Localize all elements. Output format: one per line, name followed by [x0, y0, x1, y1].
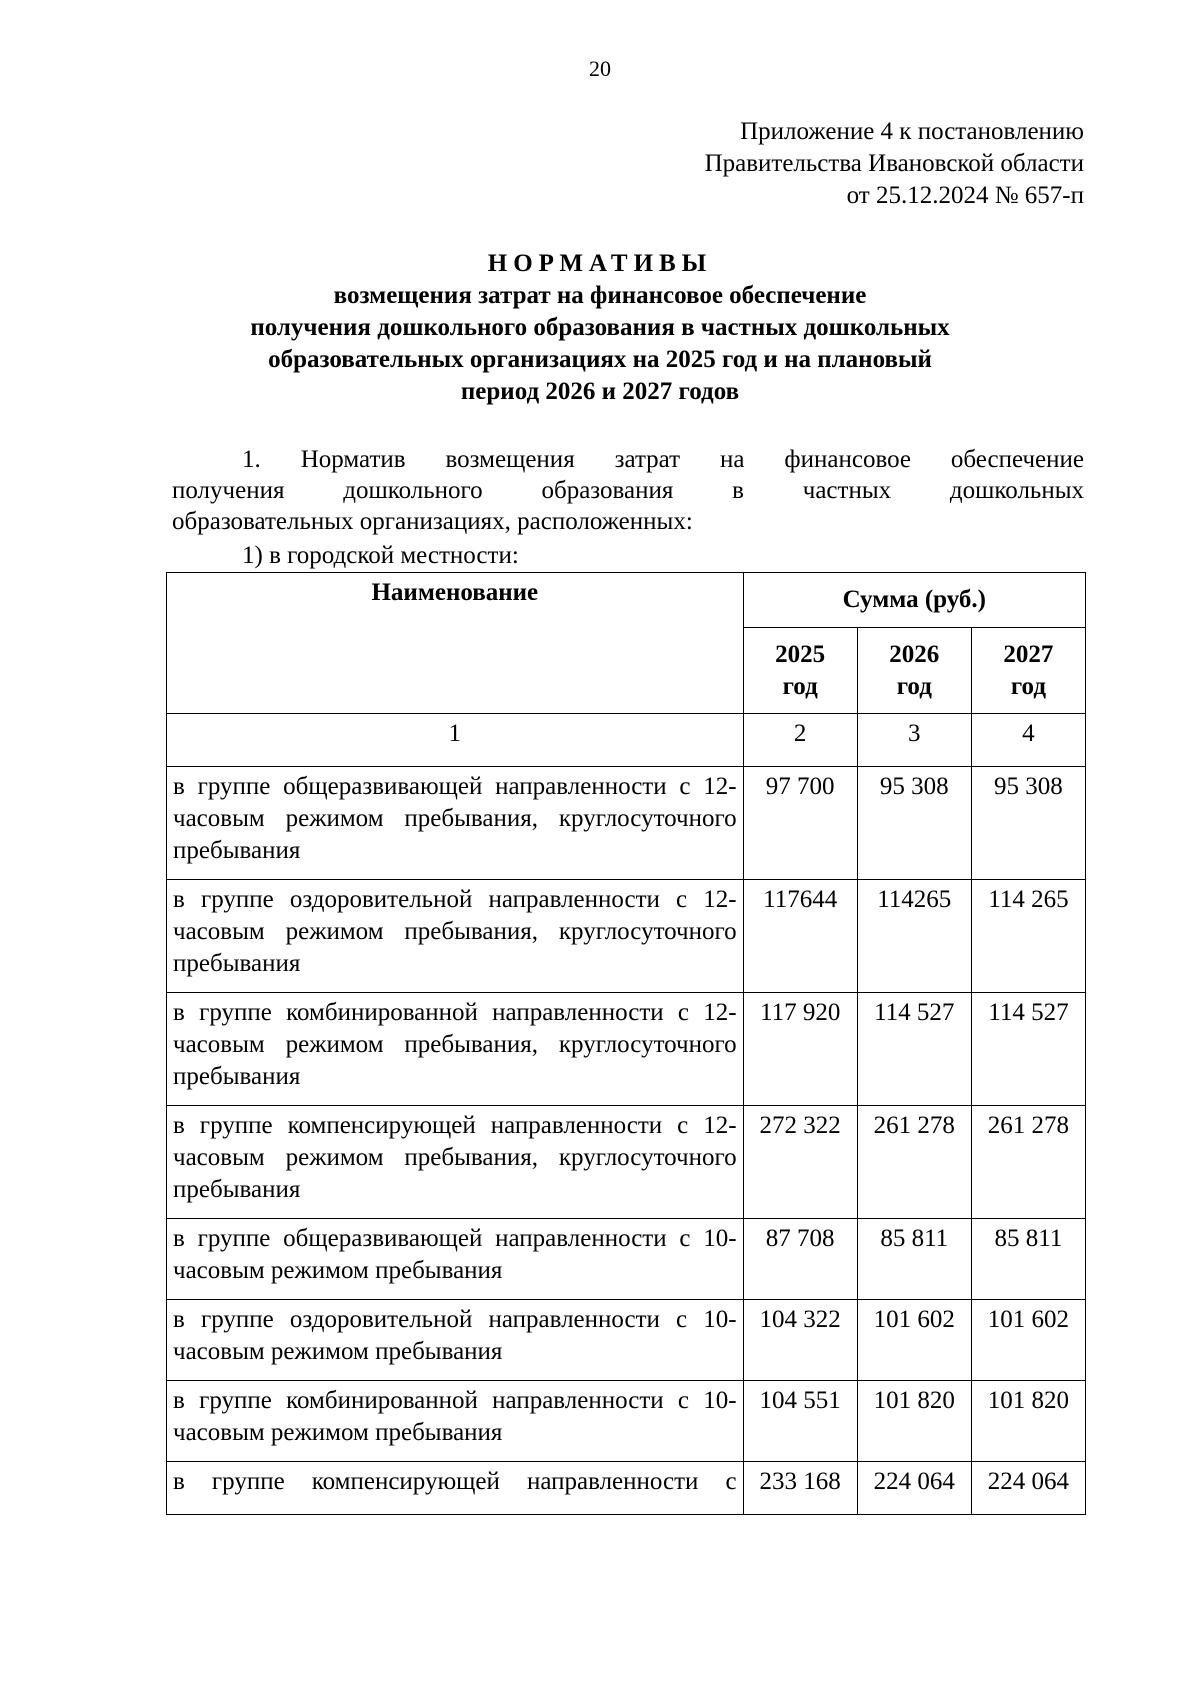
value-2026: 114 527	[857, 993, 971, 1106]
header-year-2026: 2026 год	[857, 628, 971, 714]
table-row	[167, 1462, 1086, 1515]
row-name: в группе общеразвивающей направленности с 10-часовым режимом пребывания	[167, 1219, 744, 1300]
value-2027: 114 265	[971, 880, 1085, 993]
appendix-line-1: Приложение 4 к постановлению	[740, 118, 1084, 145]
norms-table	[166, 572, 1086, 1515]
value-2026: 114265	[857, 880, 971, 993]
table-row	[167, 1106, 1086, 1219]
value-2027: 261 278	[971, 1106, 1085, 1219]
paragraph-1-line-2: получения дошкольного образования в частных дошкольных	[172, 477, 1084, 504]
subpoint-1: 1) в городской местности:	[242, 542, 519, 569]
row-name: в группе комбинированной направленности с 12-часовым режимом пребывания, круглосуточного пребывания	[167, 993, 744, 1106]
value-2026: 85 811	[857, 1219, 971, 1300]
header-name: Наименование	[167, 573, 744, 714]
value-2026: 101 820	[857, 1381, 971, 1462]
header-year-2025: 2025 год	[743, 628, 857, 714]
value-2026: 224 064	[857, 1462, 971, 1515]
page-number: 20	[589, 56, 611, 81]
value-2027: 101 820	[971, 1381, 1085, 1462]
value-2025: 97 700	[743, 767, 857, 880]
title-line-4: период 2026 и 2027 годов	[460, 378, 740, 405]
title-line-1: возмещения затрат на финансовое обеспечение	[333, 282, 867, 309]
column-index-row	[167, 714, 1086, 767]
value-2025: 104 551	[743, 1381, 857, 1462]
appendix-line-2: Правительства Ивановской области	[704, 150, 1084, 177]
column-index: 3	[857, 714, 971, 767]
value-2026: 101 602	[857, 1300, 971, 1381]
row-name: в группе общеразвивающей направленности с 12-часовым режимом пребывания, круглосуточного пребывания	[167, 767, 744, 880]
table-row	[167, 1381, 1086, 1462]
value-2025: 233 168	[743, 1462, 857, 1515]
document-title	[150, 248, 1050, 408]
row-name: в группе компенсирующей направленности с 12-часовым режимом пребывания, круглосуточного пребывания	[167, 1106, 744, 1219]
value-2026: 95 308	[857, 767, 971, 880]
title-line-3: образовательных организациях на 2025 год и на плановый	[268, 346, 932, 373]
appendix-reference	[705, 116, 1084, 212]
column-index: 2	[743, 714, 857, 767]
row-name: в группе оздоровительной направленности с 10-часовым режимом пребывания	[167, 1300, 744, 1381]
row-name: в группе компенсирующей направленности с	[167, 1462, 744, 1515]
header-year-2027: 2027 год	[971, 628, 1085, 714]
appendix-line-3: от 25.12.2024 № 657-п	[846, 182, 1084, 209]
value-2025: 104 322	[743, 1300, 857, 1381]
column-index: 1	[167, 714, 744, 767]
value-2027: 114 527	[971, 993, 1085, 1106]
value-2027: 101 602	[971, 1300, 1085, 1381]
value-2026: 261 278	[857, 1106, 971, 1219]
table-row	[167, 1219, 1086, 1300]
value-2027: 85 811	[971, 1219, 1085, 1300]
paragraph-1	[172, 444, 1084, 537]
title-main: НОРМАТИВЫ	[487, 250, 713, 277]
row-name: в группе комбинированной направленности с 10-часовым режимом пребывания	[167, 1381, 744, 1462]
paragraph-1-line-1: 1. Норматив возмещения затрат на финансовое обеспечение	[242, 446, 1084, 473]
title-line-2: получения дошкольного образования в частных дошкольных	[250, 314, 950, 341]
value-2025: 87 708	[743, 1219, 857, 1300]
value-2025: 117 920	[743, 993, 857, 1106]
value-2027: 95 308	[971, 767, 1085, 880]
row-name: в группе оздоровительной направленности с 12-часовым режимом пребывания, круглосуточного пребывания	[167, 880, 744, 993]
value-2027: 224 064	[971, 1462, 1085, 1515]
header-sum: Сумма (руб.)	[743, 573, 1085, 628]
value-2025: 117644	[743, 880, 857, 993]
table-row	[167, 880, 1086, 993]
table-row	[167, 1300, 1086, 1381]
value-2025: 272 322	[743, 1106, 857, 1219]
table-row	[167, 993, 1086, 1106]
table-row	[167, 767, 1086, 880]
paragraph-1-line-3: образовательных организациях, расположенных:	[172, 508, 693, 535]
column-index: 4	[971, 714, 1085, 767]
